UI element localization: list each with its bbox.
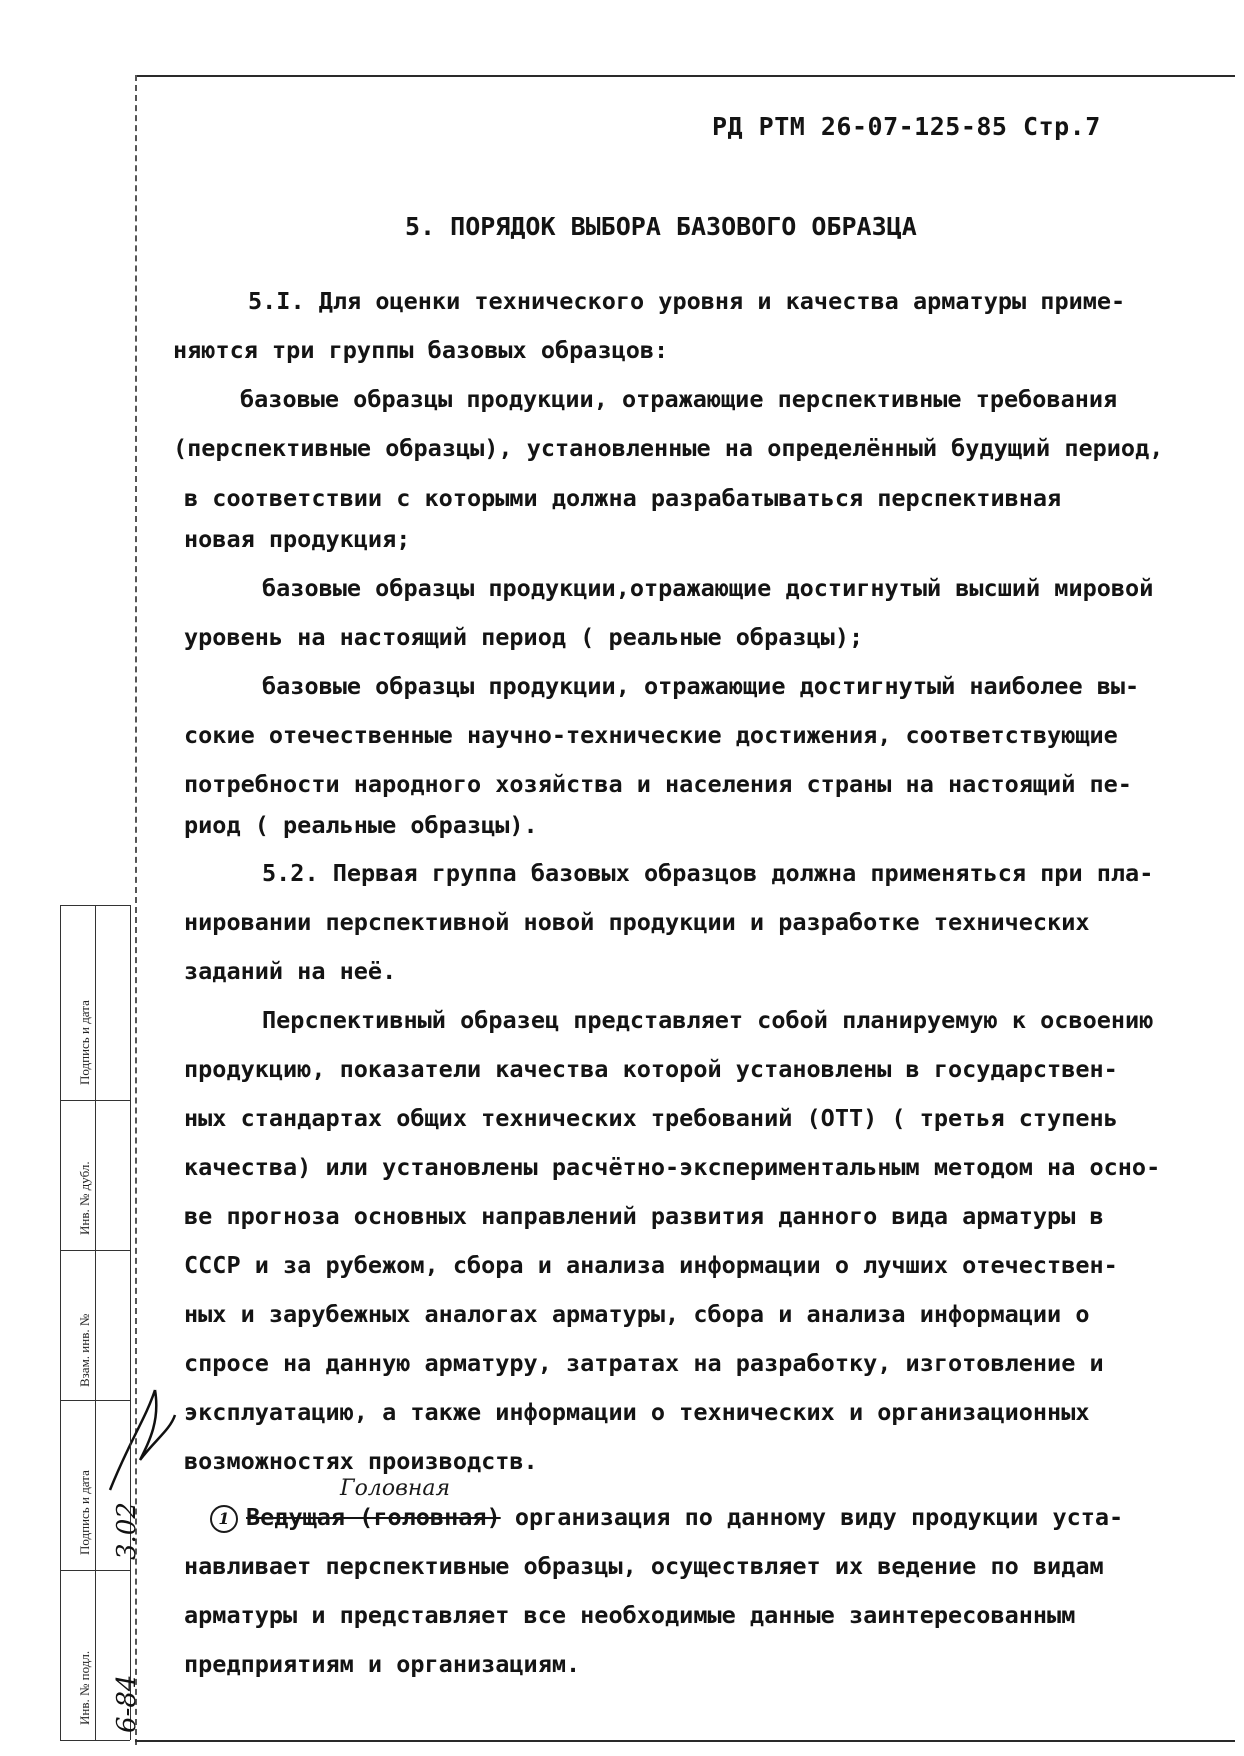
paragraph-line: ных и зарубежных аналогах арматуры, сбора и анализа информации о <box>184 1300 1090 1328</box>
paragraph-line: навливает перспективные образцы, осуществляет их ведение по видам <box>184 1552 1104 1580</box>
paragraph-line: базовые образцы продукции, отражающие достигнутый наиболее вы- <box>262 672 1140 700</box>
section-title: 5. ПОРЯДОК ВЫБОРА БАЗОВОГО ОБРАЗЦА <box>405 212 917 241</box>
paragraph-line: ных стандартах общих технических требований (ОТТ) ( третья ступень <box>184 1104 1118 1132</box>
corrected-line-rest: организация по данному виду продукции уста- <box>500 1503 1124 1531</box>
paragraph-line: продукцию, показатели качества которой установлены в государствен- <box>184 1055 1118 1083</box>
paragraph-line: 5.I. Для оценки технического уровня и качества арматуры приме- <box>248 287 1126 315</box>
handwritten-insertion: Головная <box>340 1476 451 1501</box>
circled-number-mark: 1 <box>210 1505 238 1533</box>
paragraph-line: возможностях производств. <box>184 1447 538 1475</box>
stamp-label: Подпись и дата <box>77 1000 92 1085</box>
paragraph-line: эксплуатацию, а также информации о технических и организационных <box>184 1398 1090 1426</box>
paragraph-line: СССР и за рубежом, сбора и анализа информации о лучших отечествен- <box>184 1251 1118 1279</box>
stamp-label: Инв. № дубл. <box>77 1161 92 1235</box>
paragraph-line: (перспективные образцы), установленные на определённый будущий период, <box>173 434 1164 462</box>
page-border-top <box>135 75 1235 77</box>
paragraph-line: новая продукция; <box>184 525 411 553</box>
paragraph-line: ве прогноза основных направлений развития данного вида арматуры в <box>184 1202 1104 1230</box>
paragraph-line: уровень на настоящий период ( реальные образцы); <box>184 623 864 651</box>
paragraph-line: няются три группы базовых образцов: <box>173 336 669 364</box>
stamp-label: Взам. инв. № <box>77 1313 92 1387</box>
paragraph-line: риод ( реальные образцы). <box>184 811 538 839</box>
paragraph-line: качества) или установлены расчётно-экспериментальным методом на осно- <box>184 1153 1161 1181</box>
stamp-signature-date: 3.02 <box>112 1502 142 1560</box>
stamp-label: Подпись и дата <box>77 1470 92 1555</box>
corrected-line <box>210 1502 1123 1533</box>
paragraph-line: Перспективный образец представляет собой планируемую к освоению <box>262 1006 1154 1034</box>
paragraph-line: предприятиям и организациям. <box>184 1650 581 1678</box>
paragraph-line: арматуры и представляет все необходимые данные заинтересованным <box>184 1601 1076 1629</box>
paragraph-line: 5.2. Первая группа базовых образцов должна применяться при пла- <box>262 859 1154 887</box>
paragraph-line: в соответствии с которыми должна разрабатываться перспективная <box>184 484 1062 512</box>
paragraph-line: нировании перспективной новой продукции и разработке технических <box>184 908 1090 936</box>
struck-text: Ведущая (головная) <box>246 1503 501 1531</box>
paragraph-line: базовые образцы продукции, отражающие перспективные требования <box>240 385 1118 413</box>
page-header: РД РТМ 26-07-125-85 Стр.7 <box>712 112 1101 141</box>
paragraph-line: спросе на данную арматуру, затратах на разработку, изготовление и <box>184 1349 1104 1377</box>
stamp-label: Инв. № подл. <box>77 1650 92 1725</box>
page-border-bottom <box>135 1740 1235 1742</box>
paragraph-line: сокие отечественные научно-технические достижения, соответствующие <box>184 721 1118 749</box>
paragraph-line: базовые образцы продукции,отражающие достигнутый высший мировой <box>262 574 1154 602</box>
stamp-inventory-number: 6-84 <box>112 1674 142 1733</box>
paragraph-line: заданий на неё. <box>184 957 397 985</box>
paragraph-line: потребности народного хозяйства и населения страны на настоящий пе- <box>184 770 1132 798</box>
margin-stamp <box>60 905 142 1740</box>
